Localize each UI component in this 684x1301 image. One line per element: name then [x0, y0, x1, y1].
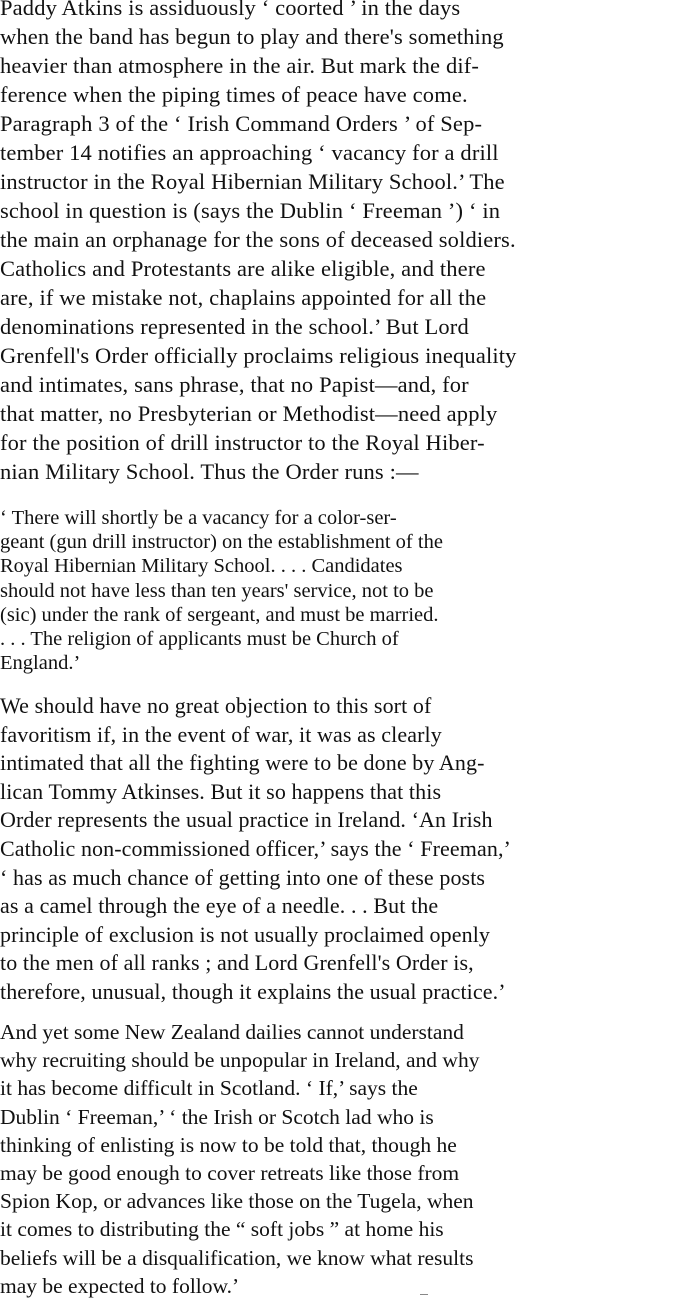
article-paragraph-1: [0, 0, 684, 486]
text-line: instructor in the Royal Hibernian Military School.’ The: [0, 169, 505, 194]
text-line: We should have no great objection to this sort of: [0, 693, 432, 718]
text-line: intimated that all the fighting were to be done by Ang-: [0, 750, 485, 776]
quote-line: Royal Hibernian Military School. . . . Candidates: [0, 555, 403, 578]
text-line: as a camel through the eye of a needle. . . But the: [0, 893, 439, 919]
text-line: denominations represented in the school.’ But Lord: [0, 314, 469, 339]
text-line: school in question is (says the Dublin ‘ Freeman ’) ‘ in: [0, 198, 501, 223]
quote-line: . . . The religion of applicants must be Church of: [0, 627, 399, 650]
print-speck: [420, 1294, 428, 1295]
text-line: favoritism if, in the event of war, it was as clearly: [0, 721, 442, 747]
text-line: may be expected to follow.’: [0, 1273, 240, 1298]
text-line: beliefs will be a disqualification, we know what results: [0, 1245, 474, 1270]
text-line: may be good enough to cover retreats like those from: [0, 1160, 460, 1185]
text-line: Dublin ‘ Freeman,’ ‘ the Irish or Scotch lad who is: [0, 1104, 434, 1129]
text-line: Spion Kop, or advances like those on the Tugela, when: [0, 1189, 474, 1214]
article-paragraph-3: [0, 1018, 684, 1300]
quote-line: ‘ There will shortly be a vacancy for a color-ser-: [0, 507, 397, 529]
quoted-order: [0, 506, 684, 675]
text-line: it comes to distributing the “ soft jobs ” at home his: [0, 1217, 444, 1242]
text-line: for the position of drill instructor to the Royal Hiber-: [0, 430, 485, 455]
text-line: therefore, unusual, though it explains the usual practice.’: [0, 978, 506, 1004]
article-paragraph-2: [0, 692, 684, 1007]
text-line: principle of exclusion is not usually proclaimed openly: [0, 921, 491, 947]
text-line: And yet some New Zealand dailies cannot understand: [0, 1020, 464, 1044]
text-line: are, if we mistake not, chaplains appointed for all the: [0, 285, 487, 310]
quote-line: (sic) under the rank of sergeant, and must be married.: [0, 603, 439, 626]
text-line: Grenfell's Order officially proclaims religious inequality: [0, 343, 517, 368]
text-line: Paragraph 3 of the ‘ Irish Command Orders ’ of Sep-: [0, 111, 483, 136]
text-line: thinking of enlisting is now to be told that, though he: [0, 1132, 457, 1157]
quote-line: England.’: [0, 652, 81, 675]
text-line: that matter, no Presbyterian or Methodist—need apply: [0, 401, 498, 426]
text-line: it has become difficult in Scotland. ‘ If,’ says the: [0, 1076, 418, 1101]
text-line: the main an orphanage for the sons of deceased soldiers.: [0, 227, 516, 252]
text-line: lican Tommy Atkinses. But it so happens that this: [0, 778, 442, 804]
text-line: tember 14 notifies an approaching ‘ vacancy for a drill: [0, 140, 499, 165]
text-line: to the men of all ranks ; and Lord Grenfell's Order is,: [0, 950, 474, 976]
text-line: heavier than atmosphere in the air. But mark the dif-: [0, 53, 480, 78]
quote-line: geant (gun drill instructor) on the establishment of the: [0, 531, 443, 554]
text-line: when the band has begun to play and there's something: [0, 24, 504, 49]
text-line: and intimates, sans phrase, that no Papist—and, for: [0, 372, 469, 397]
text-line: nian Military School. Thus the Order runs :—: [0, 459, 419, 484]
text-line: ‘ has as much chance of getting into one of these posts: [0, 864, 486, 890]
text-line: why recruiting should be unpopular in Ireland, and why: [0, 1048, 480, 1073]
text-line: Paddy Atkins is assiduously ‘ coorted ’ in the days: [0, 0, 461, 20]
text-line: Catholic non-commissioned officer,’ says the ‘ Freeman,’: [0, 835, 511, 861]
text-line: Catholics and Protestants are alike eligible, and there: [0, 256, 486, 281]
text-line: ference when the piping times of peace have come.: [0, 82, 468, 107]
text-line: Order represents the usual practice in Ireland. ‘An Irish: [0, 807, 493, 833]
quote-line: should not have less than ten years' service, not to be: [0, 579, 434, 602]
